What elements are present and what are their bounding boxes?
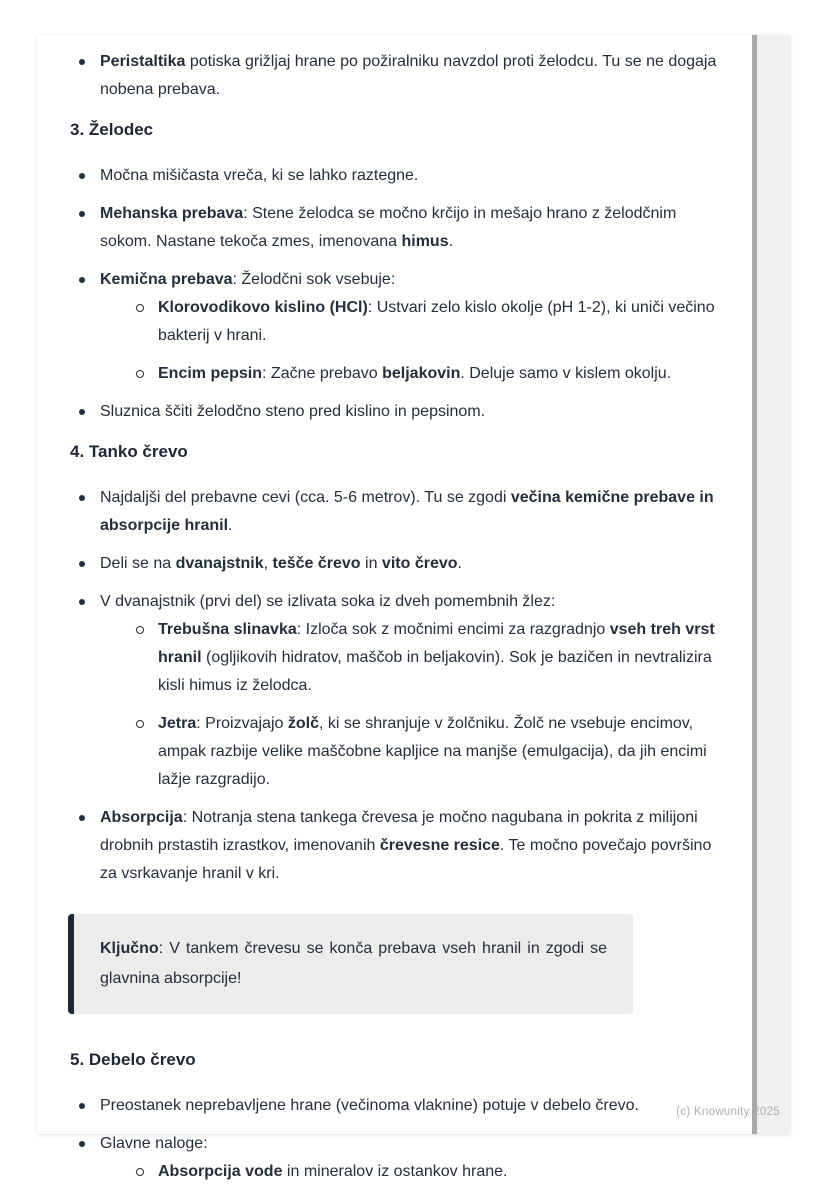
text-run: .: [448, 233, 454, 250]
bold-term: tešče črevo: [272, 555, 361, 572]
text-run: : Ustvari zelo kislo okolje (pH 1-2), ki uniči večino bakterij v hrani.: [158, 299, 715, 344]
bold-term: Peristaltika: [100, 53, 186, 70]
hollow-bullet-icon: [136, 370, 144, 378]
sub-list: [100, 616, 720, 794]
callout-box: [68, 914, 633, 1014]
watermark: (c) Knowunity 2025: [676, 1106, 780, 1118]
text-run: . Deluje samo v kislem okolju.: [460, 365, 672, 382]
text-run: : Notranja stena tankega črevesa je močno nagubana in pokrita z milijoni drobnih prstastih izrastkov, imenovanih: [100, 809, 698, 854]
sub-list: [100, 1158, 720, 1186]
hollow-bullet-icon: [136, 304, 144, 312]
bold-term: Encim pepsin: [158, 365, 263, 382]
bullet-icon: [79, 1141, 85, 1147]
bullet-list: [68, 162, 720, 426]
document-content: [37, 35, 720, 1196]
bold-term: dvanajstnik: [175, 555, 264, 572]
bold-term: Absorpcija vode: [158, 1163, 283, 1180]
scrollbar-track[interactable]: [753, 35, 790, 1134]
bullet-icon: [79, 173, 85, 179]
sub-list-item: [135, 710, 720, 794]
bullet-icon: [79, 495, 85, 501]
list-item: [78, 1130, 720, 1186]
bold-term: Mehanska prebava: [100, 205, 244, 222]
list-item: [78, 1092, 720, 1120]
hollow-bullet-icon: [136, 626, 144, 634]
bullet-icon: [79, 59, 85, 65]
text-run: Preostanek neprebavljene hrane (večinoma vlaknine) potuje v debelo črevo.: [100, 1097, 639, 1114]
bold-term: Trebušna slinavka: [158, 621, 297, 638]
text-run: in: [360, 555, 382, 572]
bullet-icon: [79, 277, 85, 283]
section-heading: 3. Želodec: [70, 120, 154, 139]
text-run: : Začne prebavo: [262, 365, 383, 382]
list-item: [78, 804, 720, 888]
list-item: [78, 484, 720, 540]
section-heading: 5. Debelo črevo: [70, 1050, 196, 1069]
bullet-icon: [79, 599, 85, 605]
text-run: .: [228, 517, 233, 534]
hollow-bullet-icon: [136, 720, 144, 728]
bold-term: beljakovin: [382, 365, 461, 382]
text-run: Močna mišičasta vreča, ki se lahko raztegne.: [100, 167, 419, 184]
text-run: (ogljikovih hidratov, maščob in beljakovin). Sok je bazičen in nevtralizira kisli himus iz želodca.: [158, 649, 712, 694]
text-run: : Izloča sok z močnimi encimi za razgradnjo: [296, 621, 610, 638]
text-run: : V tankem črevesu se konča prebava vseh hranil in zgodi se glavnina absorpcije!: [100, 940, 607, 987]
text-run: Deli se na: [100, 555, 176, 572]
sub-list: [100, 294, 720, 388]
text-run: .: [457, 555, 462, 572]
sub-list-item: [135, 294, 720, 350]
bullet-icon: [79, 1103, 85, 1109]
bold-term: žolč: [287, 715, 319, 732]
scrollbar-thumb[interactable]: [752, 35, 757, 1134]
list-item: [78, 266, 720, 388]
text-run: , ki se shranjuje v žolčniku. Žolč ne vsebuje encimov, ampak razbije velike maščobne kapljice na manjše (emulgacija), da jih encimi lažje razgradijo.: [158, 715, 707, 788]
sub-list-item: [135, 1158, 720, 1186]
bullet-icon: [79, 815, 85, 821]
sub-list-item: [135, 360, 720, 388]
text-run: Najdaljši del prebavne cevi (cca. 5-6 metrov). Tu se zgodi: [100, 489, 511, 506]
list-item: [78, 588, 720, 794]
bold-term: večina kemične prebave in absorpcije hranil: [100, 489, 714, 534]
text-run: potiska grižljaj hrane po požiralniku navzdol proti želodcu. Tu se ne dogaja nobena prebava.: [100, 53, 717, 98]
text-run: : Želodčni sok vsebuje:: [232, 271, 396, 288]
text-run: V dvanajstnik (prvi del) se izlivata soka iz dveh pomembnih žlez:: [100, 593, 556, 610]
bullet-icon: [79, 211, 85, 217]
list-item: [78, 550, 720, 578]
list-item: [78, 162, 720, 190]
bold-term: Kemična prebava: [100, 271, 233, 288]
bullet-icon: [79, 561, 85, 567]
text-run: . Te močno povečajo površino za vsrkavanje hranil v kri.: [100, 837, 712, 882]
bold-term: vseh treh vrst hranil: [158, 621, 715, 666]
bold-term: Absorpcija: [100, 809, 183, 826]
bullet-icon: [79, 409, 85, 415]
text-run: ,: [263, 555, 273, 572]
section-heading: 4. Tanko črevo: [70, 442, 188, 461]
text-run: : Stene želodca se močno krčijo in mešajo hrano z želodčnim sokom. Nastane tekoča zmes, imenovana: [100, 205, 677, 250]
bullet-list: [68, 1092, 720, 1186]
hollow-bullet-icon: [136, 1168, 144, 1176]
document-page: [37, 35, 790, 1180]
bold-term: himus: [401, 233, 449, 250]
bold-term: Jetra: [158, 715, 197, 732]
bold-term: Klorovodikovo kislino (HCl): [158, 299, 368, 316]
text-run: Sluznica ščiti želodčno steno pred kislino in pepsinom.: [100, 403, 486, 420]
bold-term: Ključno: [100, 940, 159, 957]
bullet-list: [68, 484, 720, 888]
bold-term: črevesne resice: [379, 837, 500, 854]
text-run: Glavne naloge:: [100, 1135, 208, 1152]
bullet-list: [68, 48, 720, 104]
list-item: [78, 398, 720, 426]
text-run: in mineralov iz ostankov hrane.: [282, 1163, 508, 1180]
text-run: : Proizvajajo: [196, 715, 288, 732]
sub-list-item: [135, 616, 720, 700]
bold-term: vito črevo: [381, 555, 458, 572]
list-item: [78, 48, 720, 104]
list-item: [78, 200, 720, 256]
